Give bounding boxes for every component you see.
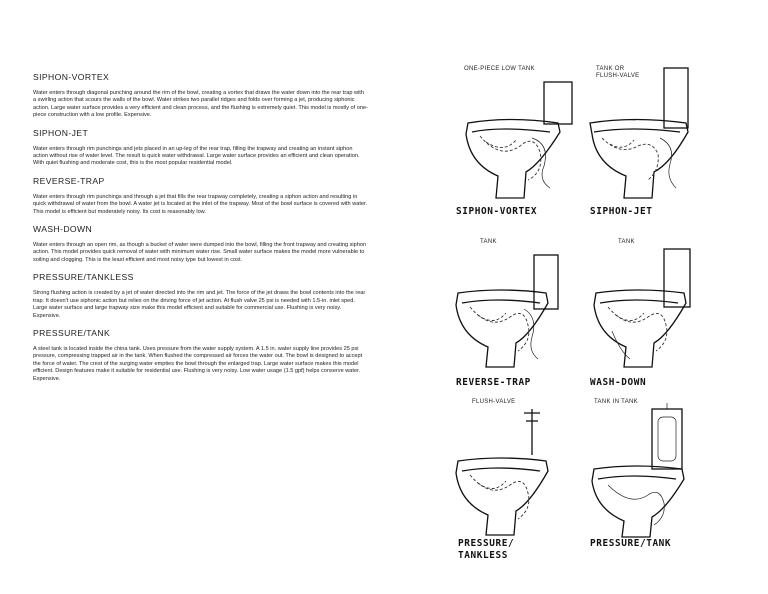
figure-pressure-tank <box>590 395 750 570</box>
figure-pressure-tankless <box>440 395 590 570</box>
figure-label-line2: TANKLESS <box>458 550 508 561</box>
section-body: Strong flushing action is created by a jet of water directed into the rim and jet. The force of the jet draws the bowl contents into the rear trap. It doesn't use siphonic action but relies on the driving force of jet action. At flush valve 25 psi is needed with 1.5-in. inlet sped. Large water surface and large trapway size make this model efficient and suitable for commercial use. Flushing is very noisy. Expensive. <box>33 290 366 319</box>
toilet-siphon-vortex-drawing <box>440 60 590 225</box>
section-title: PRESSURE/TANKLESS <box>33 272 134 283</box>
figure-reverse-trap <box>440 235 590 395</box>
figure-label: SIPHON-JET <box>590 206 653 217</box>
section-reverse-trap <box>33 176 368 216</box>
figure-siphon-vortex <box>440 60 590 225</box>
section-title: PRESSURE/TANK <box>33 327 111 338</box>
figure-label-line1: PRESSURE/ <box>458 538 515 549</box>
toilet-reverse-trap-drawing <box>440 235 590 395</box>
figure-note: TANK <box>480 239 497 245</box>
section-body: Water enters through diagonal punching around the rim of the bowl, creating a vortex that draws the water down into the rear trap with a swirling action that scours the walls of the bowl. Water strikes two parallel ridges and folds over forming a jet, producing siphonic action. Large water surface provides a very efficient and clean process, and the flushing is extremely quiet. This model is mostly of one-piece construction with a low profile. Expensive. <box>33 90 368 119</box>
section-title: SIPHON-VORTEX <box>33 72 110 82</box>
figure-note-line2: FLUSH-VALVE <box>596 73 640 79</box>
section-wash-down <box>33 224 368 264</box>
figure-note: ONE-PIECE LOW TANK <box>464 66 535 72</box>
section-body: Water enters through rim punchings and jets placed in an up-leg of the rear trap, filling the trapway and creating an instant siphon action without rise of water level. The result is quick water withdrawal. Large water surface provides an efficient and clean operation. With quiet flushing and moderate cost, this is the most popular residential model. <box>33 145 360 167</box>
section-body: A steel tank is located inside the china tank. Uses pressure from the water supply system. A 1.5 in. water supply line provides 25 psi pressure, compressing trapped air in the tank. When flushed the compressed air forces the water out. The bowl is designed to accept the force of water. The crest of the surging water empties the bowl through the enlarged trap. Large water surface makes this model efficient. Design features make it suitable for residential use. Flushing is very noisy. Low water usage (1.5 gpf) helps conserve water. Expensive. <box>33 345 363 382</box>
figure-label: WASH-DOWN <box>590 377 647 388</box>
section-title: WASH-DOWN <box>33 224 93 235</box>
section-siphon-jet <box>33 128 368 168</box>
section-pressure-tankless <box>33 272 368 320</box>
section-body: Water enters through rim punchings and through a jet that fills the rear trapway completely, creating a siphon action and resulting in quick withdrawal of water from the bowl. A water jet is located at the inlet of the trapway. Most of the bowl surface is covered with water. This model is efficient but moderately noisy. Its cost is reasonably low. <box>33 193 368 215</box>
figure-siphon-jet <box>590 60 750 225</box>
figures-panel <box>440 60 750 570</box>
section-pressure-tank <box>33 328 368 383</box>
section-title: REVERSE-TRAP <box>33 175 105 186</box>
figure-label: SIPHON-VORTEX <box>456 206 538 217</box>
figure-note: FLUSH-VALVE <box>472 399 516 405</box>
toilet-siphon-jet-drawing <box>590 60 750 225</box>
figure-label: PRESSURE/TANK <box>590 538 672 549</box>
toilet-wash-down-drawing <box>590 235 750 395</box>
section-siphon-vortex <box>33 72 368 120</box>
section-title: SIPHON-JET <box>33 127 89 138</box>
figure-note: TANK <box>618 239 635 245</box>
figure-label: REVERSE-TRAP <box>456 377 531 388</box>
figure-note: TANK IN TANK <box>594 399 638 405</box>
figure-note-line1: TANK OR <box>596 66 625 72</box>
text-column <box>33 72 368 391</box>
figure-wash-down <box>590 235 750 395</box>
section-body: Water enters through an open rim, as though a bucket of water were dumped into the bowl, filling the front trapway and creating siphon action. This model provides quick removal of water with minimum water rise. Small water surface makes the model more vulnerable to soiling and clogging. This is the least efficient and most noisy type but lowest in cost. <box>33 242 367 263</box>
